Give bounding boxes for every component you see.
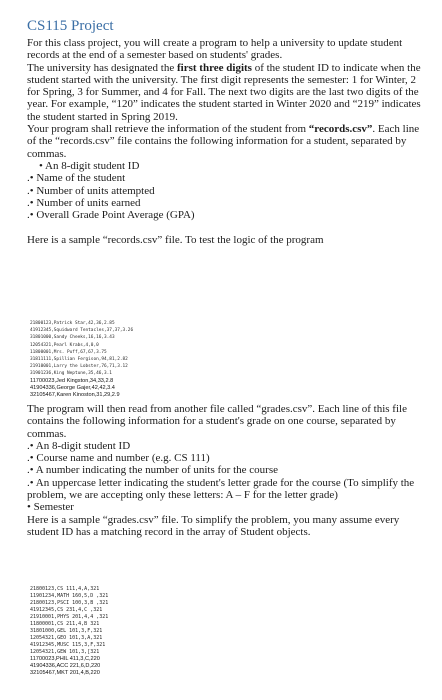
page-title: CS115 Project [27,18,114,34]
grades-bullet: .• An 8-digit student ID [27,439,131,452]
records-sample-line: 21910001,Larry the Lobster,76,71,3.12 [30,364,128,370]
section-records [27,37,427,247]
grades-sample-line: 12054321,GEO 101,3,A,321 [30,635,103,641]
records-sample-line: 12054321,Pearl Krabs,4,0,0 [30,342,99,348]
records-sample-line: 11800001,Mrs. Puff,67,67,3.75 [30,349,107,355]
records-sample-line: 21800123,Patrick Star,42,36,2.85 [30,321,115,326]
grades-bullet: .• An uppercase letter indicating the student's letter grade for the course (To simplify the problem, we are accepting only these letters: A – F for the letter grade) [27,476,415,502]
grades-sample-line: 11800001,CS 211,4,B 321 [30,621,100,627]
intro-paragraph: For this class project, you will create a program to help a university to update student records at the end of a semester based on students' grades. [27,37,403,62]
records-sample-line: 11700023,Jed Kingston,34,33,2.8 [30,377,114,384]
records-sample-line: 41912345,Squidward Tentacles,37,37,3.26 [30,328,134,334]
grades-sample-line: 41912345,MUSC 115,3,F,321 [30,642,106,648]
records-file-paragraph: Your program shall retrieve the information of the student from “records.csv”. Each line of the “records.csv” file contains the following information for a student, separated by commas. [27,123,420,160]
grades-sample-line: 32105467,MKT 201,4,B,220 [30,670,100,676]
grades-bullet: .• A number indicating the number of units for the course [27,464,278,477]
records-sample-line: 41904336,George Gajer,42,42,3.4 [30,384,115,391]
grades-sample-line: 31801000,GEL 101,3,F,321 [30,628,103,634]
id-digits-paragraph: The university has designated the first three digits of the student ID to indicate when the student started with the university. The first digit represents the semester: 1 for Winter, 2 for Spring, 3 for Summer, and 4 for Fall. The next two digits are the last two digits of the year. For example, “120” indicates the student started in Winter 2020 and “219” indicates the student started in Spring 2019. [27,61,421,123]
section-grades [27,403,427,538]
records-csv-sample [30,320,133,399]
records-sample-line: 32105467,Karen Kinoston,31,29,2.9 [30,392,120,399]
records-sample-line: 31811111,Spillian Fergison,94,81,2.82 [30,357,128,363]
records-bullet: .• Name of the student [27,172,126,185]
records-bullet: .• Number of units earned [27,196,141,209]
records-sample-line: 31901236,King Neptune,35,46,3.1 [30,371,112,377]
records-bullet: • An 8-digit student ID [39,159,140,172]
bold-first-three-digits: first three digits [177,61,252,74]
grades-bullet: .• Course name and number (e.g. CS 111) [27,452,210,465]
grades-sample-line: 21800123,PSCI 100,3,B ,321 [30,600,109,606]
grades-sample-line: 21800123,CS 111,4,A,321 [30,586,100,592]
records-bullet: .• Number of units attempted [27,184,155,197]
grades-sample-line: 11700023,PHIL 411,3,C,220 [30,656,100,662]
grades-file-paragraph: The program will then read from another file called “grades.csv”. Each line of this file contains the following information for a student's grade on one course, separated by commas. [27,403,407,440]
grades-sample-line: 41912345,CS 231,4,C ,321 [30,607,103,613]
grades-sample-line: 21910001,PHYS 201,4,4 ,321 [30,614,109,620]
grades-bullet: • Semester [27,501,74,514]
grades-sample-intro: Here is a sample “grades.csv” file. To simplify the problem, you many assume every student ID has a matching record in the array of Student objects. [27,513,400,538]
bold-records-filename: “records.csv” [308,123,373,136]
grades-sample-line: 11901234,MATH 160,5,D ,321 [30,593,109,599]
grades-sample-line: 41904336,ACC 221,6,D,220 [30,663,101,669]
grades-csv-sample [30,586,108,677]
grades-sample-line: 12054321,GEW 101,3,[321 [30,649,100,655]
records-sample-line: 31801000,Sandy Cheeks,16,16,3.43 [30,335,115,341]
records-sample-intro: Here is a sample “records.csv” file. To test the logic of the program [27,234,324,247]
records-bullet: .• Overall Grade Point Average (GPA) [27,209,195,222]
